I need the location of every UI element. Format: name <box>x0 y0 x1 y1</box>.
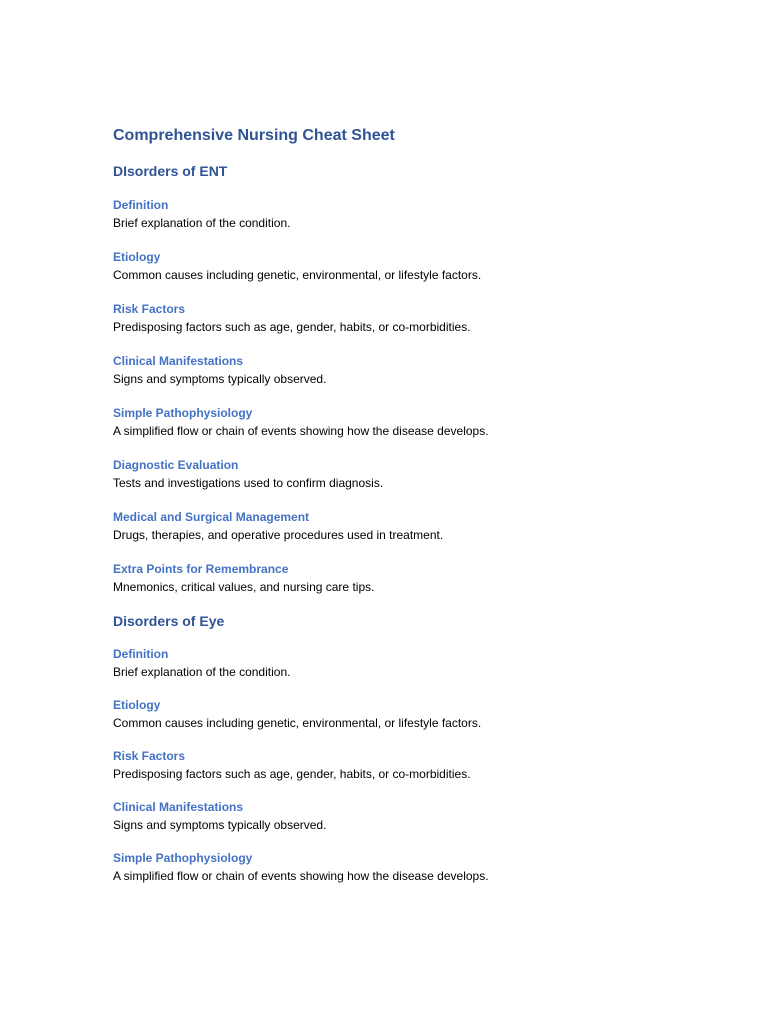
item-heading: Etiology <box>113 698 161 712</box>
item-text: Common causes including genetic, environmental, or lifestyle factors. <box>113 268 482 282</box>
list-item <box>113 197 768 233</box>
item-text: Common causes including genetic, environmental, or lifestyle factors. <box>113 716 482 730</box>
item-heading: Clinical Manifestations <box>113 354 244 368</box>
item-text: Drugs, therapies, and operative procedures used in treatment. <box>113 528 444 542</box>
list-item <box>113 353 768 389</box>
list-item <box>113 457 768 493</box>
item-heading: Risk Factors <box>113 749 186 763</box>
list-item <box>113 799 768 835</box>
list-item <box>113 748 768 784</box>
section-disorders-of-eye <box>113 611 768 886</box>
item-heading: Extra Points for Remembrance <box>113 562 289 576</box>
item-text: A simplified flow or chain of events showing how the disease develops. <box>113 869 489 883</box>
item-text: Mnemonics, critical values, and nursing care tips. <box>113 580 375 594</box>
item-heading: Etiology <box>113 250 161 264</box>
section-title: Disorders of Eye <box>113 613 225 629</box>
item-text: Predisposing factors such as age, gender, habits, or co-morbidities. <box>113 767 471 781</box>
list-item <box>113 697 768 733</box>
list-item <box>113 850 768 886</box>
item-heading: Medical and Surgical Management <box>113 510 310 524</box>
item-heading: Definition <box>113 198 169 212</box>
item-heading: Clinical Manifestations <box>113 800 244 814</box>
item-text: A simplified flow or chain of events showing how the disease develops. <box>113 424 489 438</box>
item-text: Brief explanation of the condition. <box>113 665 291 679</box>
list-item <box>113 405 768 441</box>
item-heading: Simple Pathophysiology <box>113 851 253 865</box>
list-item <box>113 646 768 682</box>
item-heading: Definition <box>113 647 169 661</box>
item-text: Tests and investigations used to confirm diagnosis. <box>113 476 384 490</box>
item-text: Predisposing factors such as age, gender, habits, or co-morbidities. <box>113 320 471 334</box>
item-heading: Diagnostic Evaluation <box>113 458 239 472</box>
section-disorders-of-ent <box>113 161 768 597</box>
item-text: Signs and symptoms typically observed. <box>113 818 327 832</box>
item-heading: Simple Pathophysiology <box>113 406 253 420</box>
document-title: Comprehensive Nursing Cheat Sheet <box>113 127 395 144</box>
item-text: Brief explanation of the condition. <box>113 216 291 230</box>
item-text: Signs and symptoms typically observed. <box>113 372 327 386</box>
list-item <box>113 561 768 597</box>
item-heading: Risk Factors <box>113 302 186 316</box>
section-title: DIsorders of ENT <box>113 163 228 179</box>
list-item <box>113 249 768 285</box>
list-item <box>113 301 768 337</box>
list-item <box>113 509 768 545</box>
